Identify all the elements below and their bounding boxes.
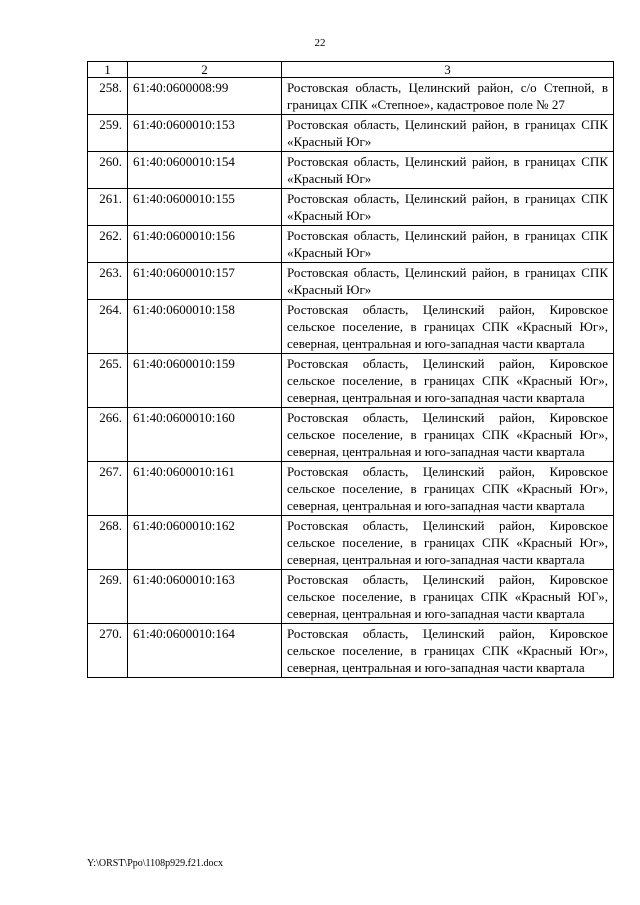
- plot-address: Ростовская область, Целинский район, Кировское сельское поселение, в границах СПК «Красный Юг», северная, центральная и юго-западная части квартала: [282, 516, 614, 570]
- cadastral-number: 61:40:0600010:163: [128, 570, 282, 624]
- row-number: 268.: [88, 516, 128, 570]
- table-row: [88, 189, 614, 226]
- row-number: 260.: [88, 152, 128, 189]
- plot-address: Ростовская область, Целинский район, в границах СПК «Красный Юг»: [282, 189, 614, 226]
- plot-address: Ростовская область, Целинский район, в границах СПК «Красный Юг»: [282, 115, 614, 152]
- row-number: 267.: [88, 462, 128, 516]
- plot-address: Ростовская область, Целинский район, Кировское сельское поселение, в границах СПК «Красный Юг», северная, центральная и юго-западная части квартала: [282, 300, 614, 354]
- cadastral-number: 61:40:0600010:159: [128, 354, 282, 408]
- row-number: 259.: [88, 115, 128, 152]
- plot-address: Ростовская область, Целинский район, Кировское сельское поселение, в границах СПК «Красный Юг», северная, центральная и юго-западная части квартала: [282, 624, 614, 678]
- cadastral-number: 61:40:0600010:155: [128, 189, 282, 226]
- cadastral-number: 61:40:0600010:162: [128, 516, 282, 570]
- table-row: [88, 462, 614, 516]
- table-row: [88, 226, 614, 263]
- cadastral-number: 61:40:0600010:164: [128, 624, 282, 678]
- row-number: 261.: [88, 189, 128, 226]
- cadastral-number: 61:40:0600010:157: [128, 263, 282, 300]
- footer-file-path: Y:\ORST\Ppo\1108p929.f21.docx: [87, 858, 223, 869]
- row-number: 266.: [88, 408, 128, 462]
- plot-address: Ростовская область, Целинский район, Кировское сельское поселение, в границах СПК «Красный ЮГ», северная, центральная и юго-западная части квартала: [282, 570, 614, 624]
- plot-address: Ростовская область, Целинский район, с/о Степной, в границах СПК «Степное», кадастровое поле № 27: [282, 78, 614, 115]
- plot-address: Ростовская область, Целинский район, Кировское сельское поселение, в границах СПК «Красный Юг», северная, центральная и юго-западная части квартала: [282, 354, 614, 408]
- table-header-row: [88, 62, 614, 78]
- cadastral-number: 61:40:0600010:161: [128, 462, 282, 516]
- table-row: [88, 624, 614, 678]
- cadastral-number: 61:40:0600010:158: [128, 300, 282, 354]
- table-row: [88, 78, 614, 115]
- table-row: [88, 516, 614, 570]
- cadastral-number: 61:40:0600010:156: [128, 226, 282, 263]
- row-number: 262.: [88, 226, 128, 263]
- row-number: 265.: [88, 354, 128, 408]
- table-row: [88, 570, 614, 624]
- plot-address: Ростовская область, Целинский район, в границах СПК «Красный Юг»: [282, 152, 614, 189]
- table-row: [88, 152, 614, 189]
- table-row: [88, 408, 614, 462]
- table-row: [88, 354, 614, 408]
- plot-address: Ростовская область, Целинский район, Кировское сельское поселение, в границах СПК «Красный Юг», северная, центральная и юго-западная части квартала: [282, 408, 614, 462]
- page-number: 22: [314, 37, 326, 49]
- cadastral-number: 61:40:0600010:160: [128, 408, 282, 462]
- row-number: 270.: [88, 624, 128, 678]
- cadastral-number: 61:40:0600010:154: [128, 152, 282, 189]
- plot-address: Ростовская область, Целинский район, в границах СПК «Красный Юг»: [282, 226, 614, 263]
- land-plot-table: [87, 61, 614, 678]
- table-row: [88, 115, 614, 152]
- cadastral-number: 61:40:0600010:153: [128, 115, 282, 152]
- row-number: 264.: [88, 300, 128, 354]
- column-header-number: 1: [88, 62, 128, 78]
- row-number: 263.: [88, 263, 128, 300]
- row-number: 269.: [88, 570, 128, 624]
- plot-address: Ростовская область, Целинский район, в границах СПК «Красный Юг»: [282, 263, 614, 300]
- table-row: [88, 300, 614, 354]
- table-row: [88, 263, 614, 300]
- plot-address: Ростовская область, Целинский район, Кировское сельское поселение, в границах СПК «Красный Юг», северная, центральная и юго-западная части квартала: [282, 462, 614, 516]
- cadastral-number: 61:40:0600008:99: [128, 78, 282, 115]
- row-number: 258.: [88, 78, 128, 115]
- column-header-cadastral: 2: [128, 62, 282, 78]
- column-header-address: 3: [282, 62, 614, 78]
